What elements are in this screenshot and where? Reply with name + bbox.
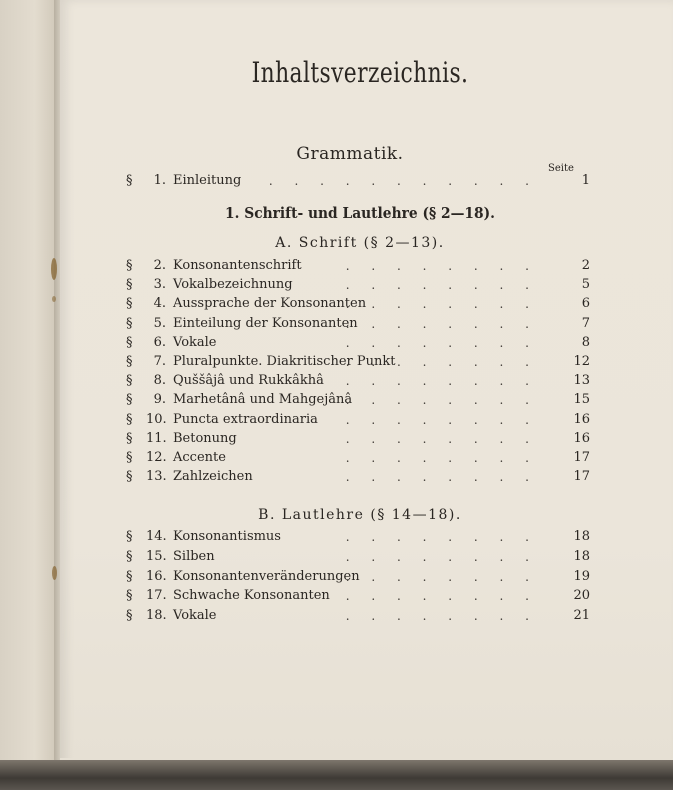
- paragraph-sign: §: [126, 392, 133, 408]
- leader-dots: . . . . . . . .: [345, 569, 538, 584]
- toc-entry: [0, 448, 613, 468]
- entry-page: 16: [573, 430, 590, 446]
- entry-title: Marhetânâ und Mahgejânâ: [173, 392, 353, 408]
- entry-page: 13: [573, 373, 590, 389]
- entry-page: 17: [573, 469, 590, 485]
- paragraph-sign: §: [126, 373, 133, 389]
- entry-page: 12: [573, 354, 590, 369]
- part-heading: 1. Schrift- und Lautlehre (§ 2—18).: [225, 204, 495, 222]
- toc-entry: [0, 352, 613, 372]
- leader-dots: . . . . . . . .: [345, 431, 538, 446]
- paragraph-sign: §: [126, 411, 133, 427]
- leader-dots: . . . . . . . .: [345, 316, 538, 331]
- entry-page: 7: [581, 315, 590, 331]
- leader-dots: . . . . . . . .: [345, 589, 538, 604]
- entry-page: 17: [573, 450, 590, 465]
- entry-title: Vokalbezeichnung: [173, 277, 293, 293]
- entry-page: 18: [573, 529, 590, 544]
- toc-entry: [0, 567, 613, 587]
- group-b-heading: B. Lautlehre (§ 14—18).: [258, 507, 462, 523]
- toc-entry: [0, 314, 613, 334]
- toc-entry: [0, 275, 613, 295]
- leader-dots: . . . . . . . .: [345, 374, 538, 389]
- entry-number: 14.: [146, 529, 167, 544]
- entry-title: Puncta extraordinaria: [173, 411, 318, 427]
- entry-page: 15: [573, 392, 590, 408]
- toc-entry: [0, 547, 613, 567]
- entry-number: 18.: [146, 608, 167, 624]
- leader-dots: . . . . . . . .: [345, 355, 538, 369]
- toc-entry: [0, 429, 613, 449]
- toc-entry: [0, 390, 613, 410]
- leader-dots: . . . . . . . .: [345, 451, 538, 465]
- entry-page: 6: [581, 296, 590, 312]
- entry-title: Einteilung der Konsonanten: [173, 315, 358, 331]
- entry-page: 16: [573, 411, 590, 427]
- leader-dots: . . . . . . . .: [345, 470, 538, 485]
- entry-number: 4.: [153, 296, 166, 312]
- entry-page: 5: [581, 277, 590, 293]
- entry-page: 8: [581, 334, 590, 350]
- leader-dots: . . . . . . . .: [345, 412, 538, 427]
- paragraph-sign: §: [126, 430, 133, 446]
- paragraph-sign: §: [126, 354, 133, 369]
- paragraph-sign: §: [126, 469, 133, 485]
- toc-entry: [0, 256, 613, 276]
- entry-page: 20: [573, 588, 590, 604]
- paragraph-sign: §: [126, 296, 133, 312]
- entry-number: 5.: [153, 315, 166, 331]
- leader-dots: . . . . . . . . . . .: [268, 174, 538, 188]
- entry-title: Quššâjâ und Rukkâkhâ: [173, 373, 324, 389]
- paragraph-sign: §: [126, 588, 133, 604]
- entry-title: Accente: [173, 450, 226, 465]
- paragraph-sign: §: [126, 450, 133, 465]
- table-surface-shadow: [0, 760, 673, 790]
- leader-dots: . . . . . . . .: [345, 530, 538, 544]
- entry-title: Aussprache der Konsonanten: [173, 296, 367, 312]
- leader-dots: . . . . . . . .: [345, 278, 538, 293]
- entry-page: 18: [573, 548, 590, 564]
- entry-number: 11.: [146, 430, 167, 446]
- entry-number: 8.: [153, 373, 166, 389]
- toc-entry: [0, 606, 613, 626]
- paragraph-sign: §: [126, 173, 133, 188]
- entry-number: 13.: [146, 469, 167, 485]
- entry-title: Konsonantismus: [173, 529, 281, 544]
- entry-title: Vokale: [173, 334, 217, 350]
- paragraph-sign: §: [126, 548, 133, 564]
- toc-entry: [0, 467, 613, 487]
- entry-number: 7.: [153, 354, 166, 369]
- leader-dots: . . . . . . . .: [345, 609, 538, 624]
- entry-title: Vokale: [173, 608, 217, 624]
- entry-page: 2: [581, 258, 590, 273]
- paragraph-sign: §: [126, 529, 133, 544]
- entry-number: 12.: [146, 450, 167, 465]
- entry-title: Zahlzeichen: [173, 469, 253, 485]
- paragraph-sign: §: [126, 258, 133, 273]
- entry-number: 17.: [146, 588, 167, 604]
- toc-entry: [0, 586, 613, 606]
- toc-entry: [0, 294, 613, 314]
- leader-dots: . . . . . . . .: [345, 335, 538, 350]
- paragraph-sign: §: [126, 568, 133, 584]
- section-title: Grammatik.: [296, 144, 404, 164]
- entry-number: 2.: [153, 258, 166, 273]
- entry-title: Silben: [173, 548, 215, 564]
- entry-title: Pluralpunkte. Diakritischer Punkt: [173, 354, 396, 369]
- entry-number: 15.: [146, 548, 167, 564]
- entry-number: 16.: [146, 568, 167, 584]
- toc-entry: [0, 333, 613, 353]
- toc-entry-intro: [0, 171, 613, 191]
- entry-page: 19: [573, 568, 590, 584]
- entry-title: Einleitung: [173, 173, 242, 188]
- paragraph-sign: §: [126, 334, 133, 350]
- leader-dots: . . . . . . . .: [345, 393, 538, 408]
- paragraph-sign: §: [126, 277, 133, 293]
- group-a-heading: A. Schrift (§ 2—13).: [275, 235, 445, 251]
- toc-entry: [0, 371, 613, 391]
- leader-dots: . . . . . . . .: [345, 297, 538, 312]
- entry-number: 6.: [153, 334, 166, 350]
- page-title: Inhaltsverzeichnis.: [251, 56, 469, 89]
- leader-dots: . . . . . . . .: [345, 259, 538, 273]
- paragraph-sign: §: [126, 608, 133, 624]
- entry-title: Betonung: [173, 430, 237, 446]
- page-column-label: Seite: [548, 163, 574, 174]
- entry-title: Konsonantenschrift: [173, 258, 302, 273]
- entry-number: 10.: [146, 411, 167, 427]
- toc-entry: [0, 410, 613, 430]
- paragraph-sign: §: [126, 315, 133, 331]
- entry-number: 1.: [153, 173, 166, 188]
- entry-number: 9.: [153, 392, 166, 408]
- entry-number: 3.: [153, 277, 166, 293]
- entry-title: Konsonantenveränderungen: [173, 568, 360, 584]
- toc-entry: [0, 527, 613, 547]
- leader-dots: . . . . . . . .: [345, 549, 538, 564]
- entry-page: 1: [581, 173, 590, 188]
- entry-page: 21: [573, 608, 590, 624]
- entry-title: Schwache Konsonanten: [173, 588, 330, 604]
